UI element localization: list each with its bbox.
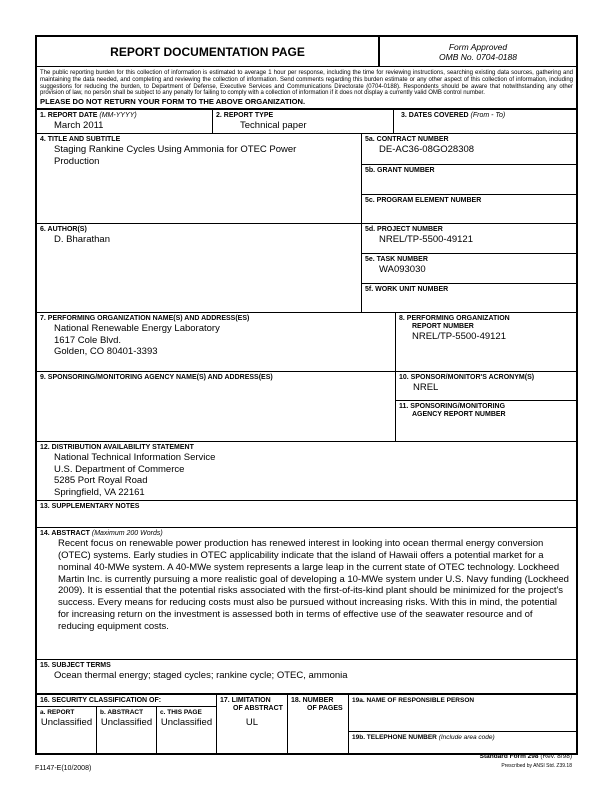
report-classification-label: a. REPORT [40, 709, 75, 717]
sponsor-report-label2: AGENCY REPORT NUMBER [412, 411, 506, 419]
field-report-type[interactable] [213, 110, 394, 133]
prescribed-by: Prescribed by ANSI Std. Z39.18 [501, 763, 572, 769]
responsible-person-fields [349, 695, 576, 753]
contract-numbers [362, 134, 576, 223]
row-report-date [37, 110, 576, 134]
distribution-line4: Springfield, VA 22161 [54, 486, 145, 498]
authors-label: 6. AUTHOR(S) [40, 226, 87, 234]
field-sponsor-report-number[interactable] [396, 401, 576, 441]
row-sponsoring-agency [37, 372, 576, 442]
row-performing-org [37, 313, 576, 372]
field-report-classification[interactable] [37, 707, 97, 753]
sponsor-acronym-label: 10. SPONSOR/MONITOR'S ACRONYM(S) [399, 374, 535, 382]
performing-org-label: 7. PERFORMING ORGANIZATION NAME(S) AND ADDRESS(ES) [40, 315, 250, 323]
sponsor-fields [396, 372, 576, 441]
project-number-label: 5d. PROJECT NUMBER [365, 226, 443, 234]
form-title-cell [37, 37, 380, 66]
sponsoring-agency-label: 9. SPONSORING/MONITORING AGENCY NAME(S) AND ADDRESS(ES) [40, 374, 273, 382]
report-documentation-form [35, 35, 578, 755]
field-security-classification [37, 695, 217, 753]
authors-value: D. Bharathan [54, 234, 110, 246]
performing-report-label2: REPORT NUMBER [412, 323, 474, 331]
supplementary-notes-label: 13. SUPPLEMENTARY NOTES [40, 503, 140, 511]
burden-text: The public reporting burden for this collection of information is estimated to average 1 hour per response, including the time for reviewing instructions, searching existing data sources, gathering and maintaining the data needed, and completing and reviewing the collection of information. Send comments regarding this burden estimate or any other aspect of this collection of information, including suggestions for reducing the burden, to Department of Defense, Executive Services and Communications Directorate (0704-0188). Respondents should be aware that notwithstanding any other provision of law, no person shall be subject to any penalty for failing to comply with a collection of information if it does not display a currently valid OMB control number. [40, 70, 573, 97]
grant-number-label: 5b. GRANT NUMBER [365, 167, 435, 175]
title-subtitle-value: Staging Rankine Cycles Using Ammonia for OTEC Power Production [54, 144, 297, 167]
project-number-value: NREL/TP-5500-49121 [379, 234, 473, 246]
abstract-value: Recent focus on renewable power production has renewed interest in looking into ocean thermal energy conversion (OTEC) systems. Early studies in OTEC applicability indicate that the island of Hawaii offers a potential market for a nominal 40-MWe system. A 40-MWe system represents a large leap in the current state of OTEC technology. Lockheed Martin Inc. is currently pursuing a more realistic goal of developing a 10-MWe system under U.S. Navy funding (Lockheed 2009). It is essential that the potential risks associated with the first-of-its-kind plant should be minimized for the project's success. Every means for reducing costs must also be pursued without increasing risks. With this in mind, the potential for increasing return on the investment is assessed both in terms of effective use of the seawater resource and of reducing equipment costs. [58, 538, 569, 632]
limitation-label2: OF ABSTRACT [233, 705, 283, 713]
field-title-subtitle[interactable] [37, 134, 362, 223]
field-subject-terms[interactable] [37, 660, 576, 693]
row-subject-terms [37, 660, 576, 695]
field-dates-covered[interactable] [394, 110, 576, 133]
task-number-value: WA093030 [379, 264, 426, 276]
contract-number-value: DE-AC36-08GO28308 [379, 144, 475, 156]
row-security-classification [37, 695, 576, 753]
sponsor-report-label1: 11. SPONSORING/MONITORING [399, 403, 506, 411]
field-supplementary-notes[interactable] [37, 501, 576, 527]
abstract-classification-value: Unclassified [100, 717, 153, 729]
contract-number-label: 5a. CONTRACT NUMBER [365, 136, 449, 144]
report-type-label: 2. REPORT TYPE [216, 112, 274, 120]
field-performing-report-number[interactable] [396, 313, 576, 371]
standard-form-revision: (Rev. 8/98) [540, 753, 572, 760]
performing-org-line1: National Renewable Energy Laboratory [54, 323, 220, 335]
performing-org-line3: Golden, CO 80401-3393 [54, 346, 158, 358]
work-unit-label: 5f. WORK UNIT NUMBER [365, 286, 449, 294]
field-project-number[interactable] [362, 224, 576, 254]
program-element-label: 5c. PROGRAM ELEMENT NUMBER [365, 197, 482, 205]
limitation-label1: 17. LIMITATION [220, 697, 271, 705]
field-task-number[interactable] [362, 254, 576, 284]
performing-report-value: NREL/TP-5500-49121 [412, 331, 506, 343]
distribution-label: 12. DISTRIBUTION AVAILABILITY STATEMENT [40, 444, 194, 452]
form-header [37, 37, 576, 67]
standard-form-label [480, 753, 572, 760]
title-subtitle-label: 4. TITLE AND SUBTITLE [40, 136, 121, 144]
security-subfields [37, 707, 216, 753]
form-approved-label: Form Approved [448, 41, 508, 52]
field-sponsor-acronym[interactable] [396, 372, 576, 401]
report-classification-value: Unclassified [40, 717, 93, 729]
subject-terms-value: Ocean thermal energy; staged cycles; rankine cycle; OTEC, ammonia [54, 670, 348, 682]
abstract-hint: (Maximum 200 Words) [91, 530, 163, 538]
abstract-label: 14. ABSTRACT [40, 530, 90, 538]
form-id: F1147-E(10/2008) [35, 765, 92, 772]
field-contract-number[interactable] [362, 134, 576, 165]
page-classification-value: Unclassified [160, 717, 213, 729]
field-work-unit-number[interactable] [362, 284, 576, 312]
field-performing-organization[interactable] [37, 313, 396, 371]
form-title: REPORT DOCUMENTATION PAGE [110, 44, 305, 59]
security-classification-label: 16. SECURITY CLASSIFICATION OF: [37, 695, 216, 707]
field-abstract-classification[interactable] [97, 707, 157, 753]
field-limitation-of-abstract[interactable] [217, 695, 288, 753]
report-type-value: Technical paper [240, 120, 307, 132]
number-of-pages-label1: 18. NUMBER [291, 697, 334, 705]
sponsor-acronym-value: NREL [413, 382, 439, 394]
field-number-of-pages[interactable] [288, 695, 349, 753]
abstract-classification-label: b. ABSTRACT [100, 709, 144, 717]
field-responsible-person[interactable] [349, 695, 576, 732]
number-of-pages-label2: OF PAGES [307, 705, 343, 713]
field-grant-number[interactable] [362, 165, 576, 195]
performing-org-line2: 1617 Cole Blvd. [54, 334, 122, 346]
dates-covered-hint: (From - To) [470, 112, 506, 120]
field-page-classification[interactable] [157, 707, 216, 753]
distribution-line3: 5285 Port Royal Road [54, 475, 148, 487]
omb-cell [380, 37, 576, 66]
subject-terms-label: 15. SUBJECT TERMS [40, 662, 111, 670]
responsible-person-label: 19a. NAME OF RESPONSIBLE PERSON [352, 697, 475, 705]
field-telephone-number[interactable] [349, 732, 576, 753]
telephone-label: 19b. TELEPHONE NUMBER [352, 734, 437, 742]
burden-statement [37, 67, 576, 110]
performing-report-label1: 8. PERFORMING ORGANIZATION [399, 315, 510, 323]
omb-number: OMB No. 0704-0188 [439, 51, 517, 62]
distribution-line2: U.S. Department of Commerce [54, 463, 185, 475]
row-supplementary-notes [37, 501, 576, 528]
return-warning: PLEASE DO NOT RETURN YOUR FORM TO THE ABOVE ORGANIZATION. [40, 97, 306, 107]
row-abstract [37, 528, 576, 660]
report-date-label: 1. REPORT DATE [40, 112, 98, 120]
task-number-label: 5e. TASK NUMBER [365, 256, 428, 264]
field-program-element-number[interactable] [362, 195, 576, 223]
row-title [37, 134, 576, 224]
report-date-hint: (MM-YYYY) [99, 112, 137, 120]
project-numbers [362, 224, 576, 312]
page-classification-label: c. THIS PAGE [160, 709, 202, 717]
row-distribution [37, 442, 576, 501]
dates-covered-label: 3. DATES COVERED [401, 112, 469, 120]
standard-form-number: Standard Form 298 [479, 753, 539, 760]
row-author [37, 224, 576, 313]
field-sponsoring-agency[interactable] [37, 372, 396, 441]
limitation-value: UL [245, 717, 259, 729]
field-abstract[interactable] [37, 528, 576, 659]
field-distribution-statement[interactable] [37, 442, 576, 500]
report-date-value: March 2011 [54, 120, 104, 132]
distribution-line1: National Technical Information Service [54, 452, 216, 464]
field-report-date[interactable] [37, 110, 213, 133]
field-authors[interactable] [37, 224, 362, 312]
telephone-hint: (Include area code) [438, 734, 495, 742]
